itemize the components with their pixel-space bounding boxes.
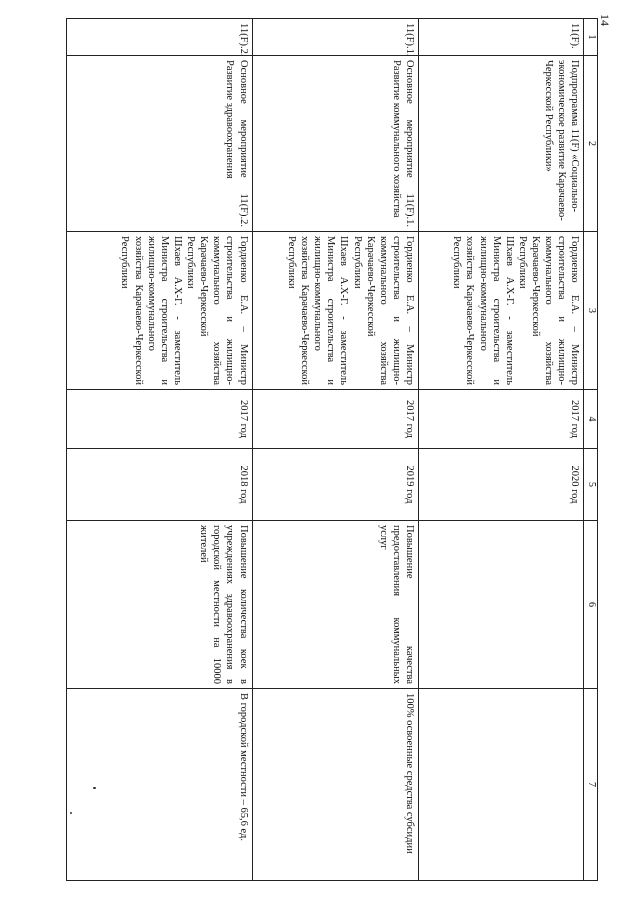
- col-header-6: 6: [584, 521, 598, 689]
- rotated-page: [66, 18, 598, 880]
- row-end: 2019 год: [252, 449, 418, 521]
- row-indicator: [419, 689, 584, 881]
- col-header-7: 7: [584, 689, 598, 881]
- program-table: [66, 18, 598, 881]
- responsible-minister: Гордиенко Е.А. – Министр строительства и жилищно-коммунального хозяйства Карачаево-Черкесской Республики: [517, 236, 581, 385]
- scan-speck: [70, 812, 72, 814]
- row-code: 11(F).: [419, 19, 584, 56]
- table-row: [67, 19, 253, 881]
- page-number: 14: [598, 14, 612, 26]
- row-end: 2018 год: [67, 449, 253, 521]
- row-result: Повышение качества предоставления коммунальных услуг: [252, 521, 418, 689]
- row-name: Основное мероприятие 11(F).2. Развитие здравоохранения: [67, 56, 253, 232]
- row-start: 2017 год: [419, 390, 584, 449]
- responsible-deputy: Шхаев А.Х-Г. - заместитель Министра строительства и жилищно-коммунального хозяйства Карачаево-Черкесской Республики: [451, 236, 515, 385]
- row-result: Повышение количества коек в учреждениях здравоохранения в городской местности на 10000 жителей: [67, 521, 253, 689]
- col-header-3: 3: [584, 232, 598, 390]
- col-header-1: 1: [584, 19, 598, 56]
- row-name: Основное мероприятие 11(F).1. Развитие коммунального хозяйства: [252, 56, 418, 232]
- responsible-minister: Гордиенко Е.А. – Министр строительства и жилищно-коммунального хозяйства Карачаево-Черкесской Республики: [351, 236, 416, 385]
- row-responsible: [252, 232, 418, 390]
- col-header-2: 2: [584, 56, 598, 232]
- responsible-deputy: Шхаев А.Х-Г. - заместитель Министра строительства и жилищно-коммунального хозяйства Карачаево-Черкесской Республики: [119, 236, 183, 385]
- header-row: [584, 19, 598, 881]
- row-indicator: В городской местности – 65,6 ед.: [67, 689, 253, 881]
- row-indicator: 100% освоенные средства субсидии: [252, 689, 418, 881]
- row-start: 2017 год: [252, 390, 418, 449]
- row-responsible: [67, 232, 253, 390]
- responsible-deputy: Шхаев А.Х-Г. - заместитель Министра строительства и жилищно-коммунального хозяйства Карачаево-Черкесской Республики: [285, 236, 350, 385]
- responsible-minister: Гордиенко Е.А. – Министр строительства и жилищно-коммунального хозяйства Карачаево-Черкесской Республики: [185, 236, 249, 385]
- table-row: [252, 19, 418, 881]
- col-header-5: 5: [584, 449, 598, 521]
- col-header-4: 4: [584, 390, 598, 449]
- row-code: 11(F).1.: [252, 19, 418, 56]
- scan-speck: [93, 787, 96, 789]
- table-row: [419, 19, 584, 881]
- row-end: 2020 год: [419, 449, 584, 521]
- row-responsible: [419, 232, 584, 390]
- row-code: 11(F).2.: [67, 19, 253, 56]
- row-result: [419, 521, 584, 689]
- row-name: Подпрограмма 11(F) «Социально-экономическое развитие Карачаево-Черкесской Республики»: [419, 56, 584, 232]
- row-start: 2017 год: [67, 390, 253, 449]
